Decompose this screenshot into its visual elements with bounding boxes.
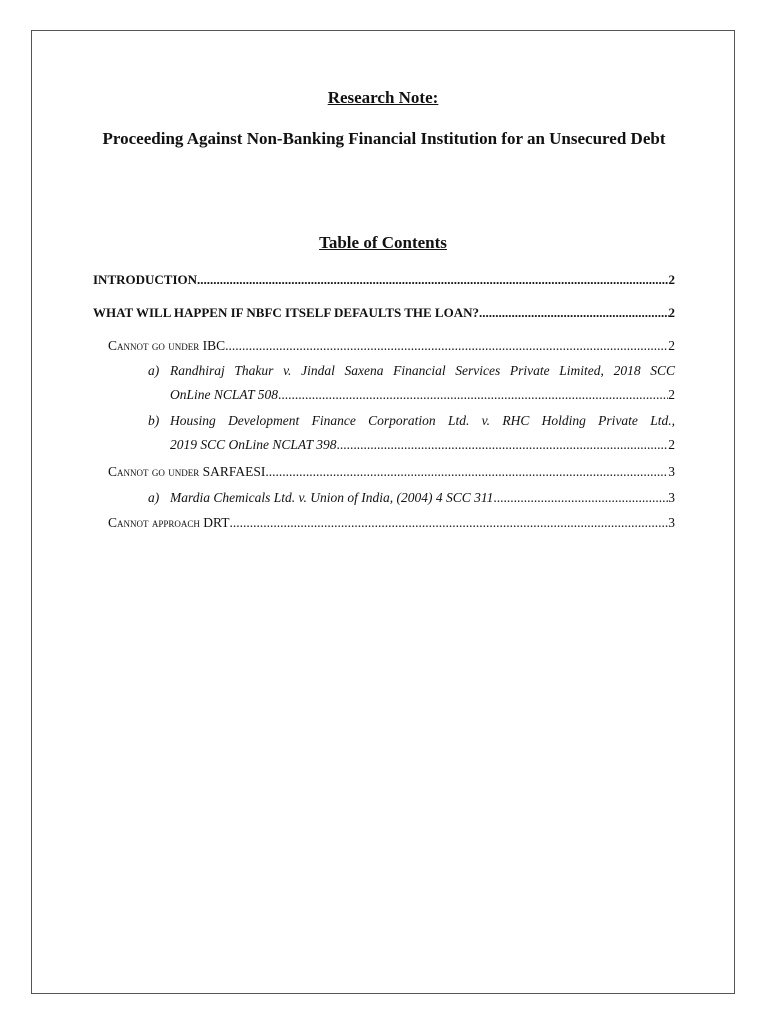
- list-marker: b): [148, 413, 160, 428]
- toc-entry-label: Cannot go under IBC: [108, 338, 226, 353]
- toc-entry-introduction[interactable]: [93, 272, 675, 288]
- toc-entry-ibc[interactable]: [108, 338, 675, 354]
- toc-leader-dots: [229, 515, 668, 531]
- toc-entry-label: Mardia Chemicals Ltd. v. Union of India, (2004) 4 SCC 311: [170, 490, 494, 505]
- toc-page-number: 2: [668, 338, 675, 353]
- toc-entry-label: Randhiraj Thakur v. Jindal Saxena Financial Services Private Limited, 2018 SCC: [170, 363, 675, 378]
- toc-leader-dots: [225, 338, 668, 354]
- toc-heading: Table of Contents: [319, 233, 447, 252]
- toc-page-number: 2: [668, 437, 675, 452]
- toc-entry-nbfc-default[interactable]: [93, 305, 675, 321]
- toc-entry-label: WHAT WILL HAPPEN IF NBFC ITSELF DEFAULTS THE LOAN?: [93, 305, 479, 320]
- research-note-heading: Research Note:: [327, 88, 439, 107]
- toc-page-number: 2: [668, 272, 675, 287]
- toc-entry-hdfc[interactable]: [148, 413, 675, 453]
- toc-page-number: 2: [668, 305, 675, 320]
- toc-leader-dots: [479, 305, 669, 321]
- toc-page-number: 3: [668, 515, 675, 530]
- toc-entry-randhiraj-thakur[interactable]: [148, 363, 675, 403]
- toc-leader-dots: [337, 437, 669, 453]
- toc-entry-drt[interactable]: [108, 515, 675, 531]
- toc-entry-label: Cannot approach DRT: [108, 515, 230, 530]
- document-title: Proceeding Against Non-Banking Financial Institution for an Unsecured Debt: [102, 129, 666, 148]
- toc-entry-sarfaesi[interactable]: [108, 464, 675, 480]
- toc-leader-dots: [278, 387, 668, 403]
- toc-leader-dots: [197, 272, 668, 288]
- toc-leader-dots: [265, 464, 668, 480]
- toc-entry-label: INTRODUCTION: [93, 272, 198, 287]
- toc-entry-label-cont: OnLine NCLAT 508: [170, 387, 279, 402]
- toc-entry-label: Cannot go under SARFAESI: [108, 464, 266, 479]
- toc-page-number: 3: [668, 464, 675, 479]
- toc-page-number: 3: [668, 490, 675, 505]
- toc-entry-label-cont: 2019 SCC OnLine NCLAT 398: [170, 437, 337, 452]
- toc-entry-label: Housing Development Finance Corporation Ltd. v. RHC Holding Private Ltd.,: [170, 413, 675, 428]
- list-marker: a): [148, 363, 160, 378]
- toc-entry-mardia-chemicals[interactable]: [148, 490, 675, 506]
- toc-leader-dots: [493, 490, 668, 506]
- document-page: [31, 30, 735, 994]
- toc-page-number: 2: [668, 387, 675, 402]
- list-marker: a): [148, 490, 160, 505]
